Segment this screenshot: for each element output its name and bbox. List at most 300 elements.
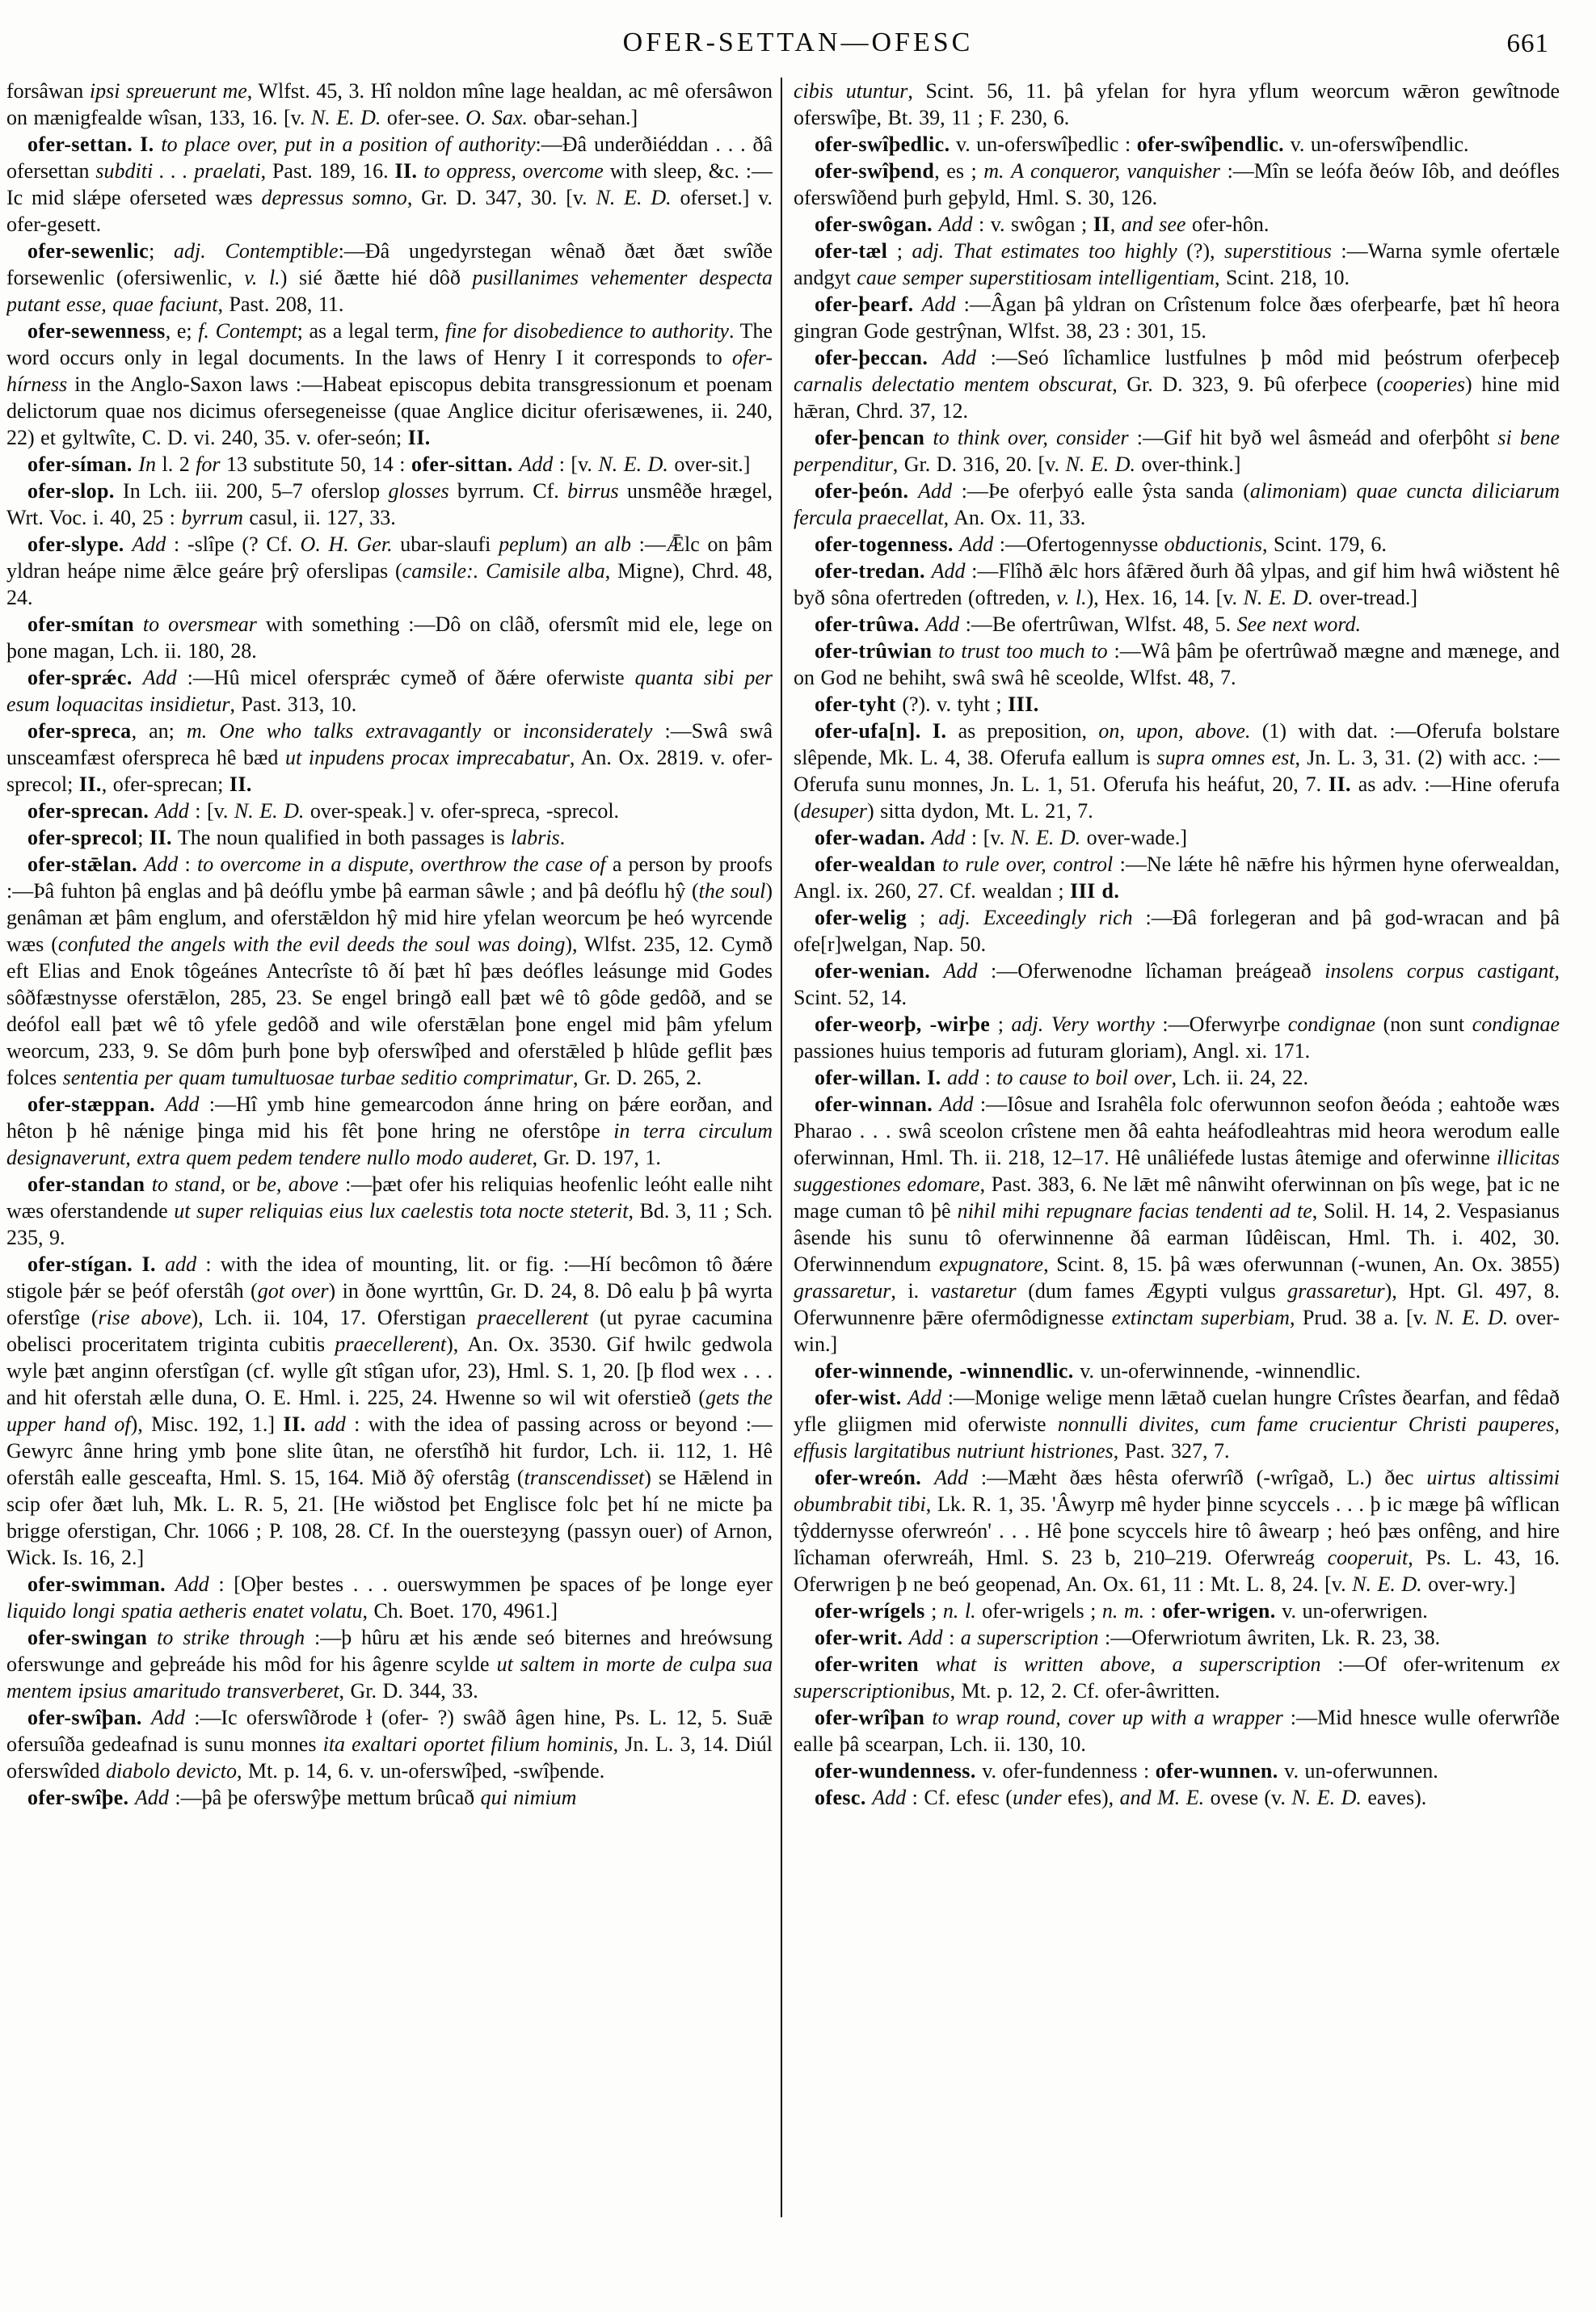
dictionary-entry	[794, 211, 1560, 238]
text-run: :—þâ þe oferswŷþe mettum brûcað	[168, 1786, 481, 1809]
text-run: : [v.	[188, 799, 234, 823]
text-run	[142, 1706, 151, 1729]
dictionary-entry	[794, 611, 1560, 638]
dictionary-entry	[6, 611, 773, 664]
text-run: :—þ hûru æt his ænde seó biternes and hreówsung oferswunge and geþreáde his môd for his âgenre scylde	[6, 1626, 773, 1676]
text-run: illicitas suggestiones edomare	[794, 1146, 1560, 1196]
text-run: adj.	[938, 906, 971, 929]
text-run: : v. swôgan ;	[972, 213, 1093, 236]
dictionary-entry	[794, 1624, 1560, 1651]
headword: ofer-swingan	[27, 1626, 148, 1649]
dictionary-entry	[6, 238, 773, 318]
text-run: ), Wlfst. 235, 12. Cymð eft Elias and Enok tôgeánes Antecrîste tô ðí þæt hî þæs deófles leásunge mid Godes sôðfæstnysse oferstǣlon, 285, 23. Se engel bringð eall þæt wê tô gôde gedôð, and se deófol eall þæt wê tô yfele gedôð and wile oferstǣlan þone engel mid þâm yfelum weorcum, 233, 9. Se dôm þurh þone byþ oferswîþed and oferstǣled þ hlûde geflit þæs folces	[6, 932, 773, 1089]
text-run: quae cuncta diliciarum fercula praecellat	[794, 479, 1560, 529]
dictionary-entry	[794, 718, 1560, 824]
text-run: ) hine mid hǣran, Chrd. 37, 12.	[794, 373, 1560, 423]
dictionary-entry	[6, 78, 773, 131]
headword: ofer-swîþend	[815, 159, 935, 183]
text-run: :—Swâ swâ unsceamfæst oferspreca hê bæd	[6, 719, 773, 769]
text-run: quanta sibi per esum loquacitas insidietur	[6, 666, 773, 716]
text-run: over-tread.]	[1313, 586, 1418, 609]
headword: ofer-sprecan.	[27, 799, 149, 823]
text-run: :—Of ofer-writenum	[1320, 1652, 1541, 1676]
text-run: l.	[964, 1599, 976, 1623]
text-run	[971, 906, 983, 929]
text-run: Add	[872, 1786, 907, 1809]
text-run: : [v.	[965, 826, 1011, 849]
text-run: gets the upper hand of	[6, 1386, 773, 1436]
headword: ofer-slop.	[27, 479, 115, 503]
headword: II.	[283, 1412, 306, 1436]
text-run	[924, 426, 933, 449]
dictionary-entry	[794, 851, 1560, 904]
text-run: Add	[154, 799, 189, 823]
text-run: , an;	[131, 719, 187, 743]
text-run: ut inpudens procax imprecabatur	[285, 746, 570, 769]
text-run: subditi . . . praelati	[95, 159, 261, 183]
text-run: :—Monige welige menn lǣtað cuelan hungre Crîstes ðearfan, and fêdað yfle gliigmen mid oferwiste	[794, 1386, 1560, 1436]
headword: III.	[1008, 692, 1039, 716]
dictionary-entry	[6, 664, 773, 718]
text-run: :—Gif hit byð wel âsmeád and oferþôht	[1128, 426, 1498, 449]
headword: ofer-swîþendlic.	[1136, 133, 1285, 156]
text-run: , Past. 383, 6. Ne lǣt mê nânwiht oferwinnan on þîs wege, þat ic ne mage cuman tô þê	[794, 1172, 1560, 1223]
text-run: ), Misc. 192, 1.]	[130, 1412, 284, 1436]
text-run	[958, 1599, 965, 1623]
text-run: . The word occurs only in legal documents. In the laws of Henry I it corresponds to	[6, 319, 773, 369]
text-run: Add	[931, 826, 966, 849]
text-run: Add	[165, 1092, 200, 1116]
text-run: confuted the angels with the evil deeds the soul was doing	[57, 932, 566, 956]
headword: ofer-spreca	[27, 719, 132, 743]
text-run: , An. Ox. 2819. v. ofer-sprecol;	[6, 746, 773, 796]
text-run	[919, 1652, 936, 1676]
text-run: :—Mîn se leófa ðeów Iôb, and deófles oferswîðend þurh geþyld, Hml. S. 30, 126.	[794, 159, 1560, 209]
headword: II.	[78, 772, 102, 796]
text-run: a superscription	[960, 1626, 1099, 1649]
text-run: : [v.	[553, 453, 599, 476]
text-run: (?). v. tyht ;	[895, 692, 1009, 716]
dictionary-entry	[794, 238, 1560, 291]
text-run: a person by proofs :—Þâ fuhton þâ englas and þâ deóflu ymbe þâ earman sâwle ; and þâ deóflu hŷ (	[6, 852, 773, 903]
text-run: condignae	[1472, 1012, 1560, 1036]
text-run: m.	[186, 719, 208, 743]
text-run: diabolo devicto	[106, 1759, 238, 1783]
text-run: camsile:. Camisile alba	[402, 559, 605, 583]
text-run: over-think.]	[1135, 453, 1241, 476]
text-run: over-speak.] v. ofer-spreca, -sprecol.	[304, 799, 620, 823]
dictionary-entry	[6, 1704, 773, 1784]
text-run: (1) with dat. :—Oferufa bolstare slêpende, Mk. L. 4, 38. Oferufa eallum is	[794, 719, 1560, 769]
text-run	[209, 319, 216, 343]
text-run: Add	[134, 1786, 169, 1809]
headword: ofesc.	[815, 1786, 866, 1809]
headword: ofer-weorþ, -wirþe	[815, 1012, 991, 1036]
headword: ofer-winnende, -winnendlic.	[815, 1359, 1074, 1383]
text-run: as adv. :—Hine oferufa (	[794, 772, 1560, 823]
text-run: Add	[934, 1466, 968, 1489]
text-run: :—Þe oferþyó ealle ŷsta sanda (	[951, 479, 1250, 503]
text-run: v. un-oferwrigen.	[1275, 1599, 1428, 1623]
text-run: See next word.	[1236, 612, 1362, 636]
headword: I.	[141, 1252, 156, 1276]
headword: ofer-swîþe.	[27, 1786, 129, 1809]
headword: ofer-trûwian	[815, 639, 933, 663]
text-run: : -slîpe (? Cf.	[166, 532, 301, 556]
headword: ofer-sittan.	[411, 453, 513, 476]
text-run: v. un-oferwunnen.	[1278, 1759, 1438, 1783]
dictionary-entry	[6, 1251, 773, 1571]
headword: ofer-sprecol	[27, 826, 138, 849]
text-run: cooperuit	[1327, 1546, 1409, 1569]
text-run: , Mt. p. 14, 6. v. un-oferswîþed, -swîþende.	[237, 1759, 605, 1783]
text-run: , es ;	[934, 159, 984, 183]
headword: II.	[1328, 772, 1351, 796]
text-run: :—Ðâ forlegeran and þâ god-wracan and þâ ofe[r]welgan, Nap. 50.	[794, 906, 1560, 956]
text-run: (non sunt	[1375, 1012, 1472, 1036]
text-run: insolens corpus castigant	[1324, 959, 1555, 983]
text-run: (ut pyrae cacumina obelisci proceritatem triginta cubitis	[6, 1306, 773, 1356]
text-run: v. ofer-fundenness :	[975, 1759, 1156, 1783]
dictionary-body	[6, 78, 1587, 2227]
dictionary-entry	[794, 1064, 1560, 1091]
text-run	[1043, 1012, 1051, 1036]
headword: ofer-writ.	[815, 1626, 903, 1649]
text-run: A conqueror, vanquisher	[1011, 159, 1221, 183]
headword: ofer-sprǽc.	[27, 666, 133, 689]
text-run: ex superscriptionibus	[794, 1652, 1560, 1703]
text-run: n. m.	[1101, 1599, 1145, 1623]
headword: ofer-stæppan.	[27, 1092, 156, 1116]
text-run	[133, 1252, 141, 1276]
text-run: :—Mid hnesce wulle oferwrîðe ealle þâ scearpan, Lch. ii. 130, 10.	[794, 1706, 1560, 1756]
text-run: ofer-wrigels ;	[975, 1599, 1102, 1623]
text-run: , or	[220, 1172, 257, 1196]
text-run: Add	[943, 959, 978, 983]
text-run	[128, 1786, 135, 1809]
text-run: N. E. D.	[1243, 586, 1314, 609]
text-run: :	[178, 852, 197, 876]
headword: ofer-wundenness.	[815, 1759, 976, 1783]
headword: I.	[140, 133, 154, 156]
text-run: desuper	[800, 799, 867, 823]
text-run: byrrum. Cf.	[448, 479, 568, 503]
text-run: :	[942, 1626, 961, 1649]
text-run: Very worthy	[1051, 1012, 1155, 1036]
text-run: Add	[939, 1092, 974, 1116]
text-run: ;	[137, 826, 149, 849]
text-run: m.	[983, 159, 1004, 183]
dictionary-entry	[6, 131, 773, 238]
headword: ofer-trûwa.	[815, 612, 920, 636]
text-run: Add	[941, 346, 976, 369]
text-run: grassaretur	[794, 1279, 891, 1303]
headword: I.	[932, 719, 947, 743]
text-run: Add	[142, 666, 177, 689]
text-run: ipsi spreuerunt me	[89, 79, 247, 103]
text-run: add	[947, 1066, 979, 1089]
text-run: superstitious	[1223, 239, 1332, 263]
text-run: fine for disobedience to authority	[444, 319, 729, 343]
text-run: n.	[942, 1599, 959, 1623]
text-run: ut saltem in morte de culpa sua mentem ipsius amaritudo transverberet	[6, 1652, 773, 1703]
text-run: : Cf. efesc (	[906, 1786, 1013, 1809]
headword: ofer-wreón.	[815, 1466, 922, 1489]
dictionary-entry	[6, 318, 773, 451]
text-run: Add	[918, 479, 952, 503]
headword: ofer-swôgan.	[815, 213, 933, 236]
headword: ofer-smítan	[27, 612, 134, 636]
text-run	[207, 719, 219, 743]
text-run: : with the idea of mounting, lit. or fig. :—Hí becômon tô ðǽre stigole þǽr se þeóf oferstâh (	[6, 1252, 773, 1303]
text-run: N. E. D.	[1434, 1306, 1509, 1329]
text-run: oƀar-sehan.]	[527, 106, 638, 129]
dictionary-entry	[6, 478, 773, 531]
text-run: ) in ðone wyrttûn, Gr. D. 24, 8. Dô ealu þ þâ wyrta oferstîge (	[6, 1279, 773, 1329]
text-run: ;	[924, 1599, 943, 1623]
text-run	[925, 559, 932, 583]
dictionary-entry	[794, 638, 1560, 691]
text-run: to overcome in a dispute, overthrow the case of	[196, 852, 606, 876]
text-run: , Scint. 218, 10.	[1215, 266, 1350, 289]
text-run: ;	[907, 906, 939, 929]
text-run: , Past. 208, 11.	[217, 293, 344, 316]
headword: ofer-swîþan.	[27, 1706, 142, 1729]
text-run: birrus	[567, 479, 619, 503]
headword: ofer-willan.	[815, 1066, 921, 1089]
headword: ofer-winnan.	[815, 1092, 933, 1116]
headword: ofer-swimman.	[27, 1572, 166, 1596]
headword: II.	[149, 826, 172, 849]
headword: ofer-þearf.	[815, 293, 914, 316]
text-run: oferset.] v. ofer-gesett.	[6, 186, 773, 236]
text-run: , Jn. L. 3, 14. Diúl oferswîded	[6, 1732, 773, 1783]
text-run: cibis utuntur	[794, 79, 908, 103]
text-run: add	[314, 1412, 346, 1436]
text-run	[921, 719, 933, 743]
text-run	[933, 1092, 939, 1116]
dictionary-entry	[794, 824, 1560, 851]
text-run: to place over, put in a position of authority	[161, 133, 536, 156]
text-run	[1004, 159, 1012, 183]
headword: III d.	[1070, 879, 1120, 903]
text-run: :—Oferwenodne lîchaman þreágeað	[977, 959, 1325, 983]
headword: II.	[394, 159, 418, 183]
text-run	[914, 293, 922, 316]
text-run: 13 substitute 50, 14 :	[220, 453, 411, 476]
text-run: for	[196, 453, 221, 476]
text-run: , Past. 327, 7.	[1113, 1439, 1230, 1463]
text-run: :—Ǣlc on þâm yldran heápe nime ǣlce geáre þrŷ oferslipas (	[6, 532, 773, 583]
text-run: Add	[151, 1706, 185, 1729]
text-run: , Scint. 56, 11. þâ yfelan for hyra yflum weorcum wǣron gewîtnode oferswîþe, Bt. 39, 11 ; F. 230, 6.	[794, 79, 1560, 129]
text-run: depressus somno	[261, 186, 407, 209]
headword: ofer-wist.	[815, 1386, 902, 1409]
dictionary-entry	[6, 1171, 773, 1251]
text-run: ut super reliquias eius lux caelestis tota nocte steterit	[174, 1199, 629, 1223]
headword: ofer-standan	[27, 1172, 145, 1196]
headword: ofer-tredan.	[815, 559, 925, 583]
text-run	[124, 532, 133, 556]
text-run: Add	[925, 612, 960, 636]
text-run: to trust too much to	[938, 639, 1108, 663]
text-run: v. l.	[244, 266, 280, 289]
text-run: N. E. D.	[598, 453, 668, 476]
text-run: ), Hpt. Gl. 497, 8. Oferwunnenre þǣre ofermôdignesse	[794, 1279, 1560, 1329]
text-run: cooperies	[1383, 373, 1466, 396]
text-run: the soul	[698, 879, 766, 903]
headword: ofer-wenian.	[815, 959, 931, 983]
text-run: alimoniam	[1249, 479, 1341, 503]
text-run	[941, 1066, 948, 1089]
text-run: adj.	[1011, 1012, 1044, 1036]
text-run	[305, 1412, 314, 1436]
text-run: Exceedingly rich	[983, 906, 1133, 929]
text-run: to oversmear	[142, 612, 257, 636]
text-run: extinctam superbiam	[1111, 1306, 1290, 1329]
text-run: O. Sax.	[465, 106, 528, 129]
text-run: eaves).	[1361, 1786, 1427, 1809]
text-run: be, above	[256, 1172, 339, 1196]
dictionary-entry	[6, 531, 773, 611]
text-run: :—Hî ymb hine gemearcodon ánne hring on þǽre eorðan, and hêton þ hê nǽnige þinga mid his fêt þone hring ne oferstôpe	[6, 1092, 773, 1143]
text-run: )	[1340, 479, 1357, 503]
text-run: , Past. 189, 16.	[260, 159, 395, 183]
headword: II.	[229, 772, 252, 796]
text-run: Add	[931, 559, 966, 583]
headword: ofer-wadan.	[815, 826, 926, 849]
text-run: in the Anglo-Saxon laws :—Habeat episcopus debita transgressionum et poenam delictorum quae nos dicimus ofersegeneisse (quae Anglice dicitur oferisæwenes, ii. 240, 22) et gyltwîte, C. D. vi. 240, 35. v. ofer-seón;	[6, 373, 773, 449]
text-run: ubar-slaufi	[392, 532, 499, 556]
text-run: (dum fames Ægypti vulgus	[1016, 1279, 1288, 1303]
dictionary-entry	[794, 478, 1560, 531]
text-run: N. E. D.	[596, 186, 672, 209]
dictionary-entry	[794, 958, 1560, 1011]
headword: I.	[927, 1066, 941, 1089]
headword: ofer-sewenlic	[27, 239, 149, 263]
text-run: si bene perpenditur	[794, 426, 1560, 476]
dictionary-entry	[794, 1358, 1560, 1384]
headword: ofer-ufa[n].	[815, 719, 921, 743]
text-run: what is written above, a superscription	[935, 1652, 1321, 1676]
text-run: uirtus altissimi obumbrabit tibi	[794, 1466, 1560, 1516]
headword: ofer-þeón.	[815, 479, 909, 503]
text-run: , ofer-sprecan;	[101, 772, 230, 796]
text-run: The noun qualified in both passages is	[171, 826, 511, 849]
text-run	[134, 612, 143, 636]
text-run: v. l.	[1056, 586, 1087, 609]
headword: ofer-stígan.	[27, 1252, 133, 1276]
headword: II.	[407, 426, 431, 449]
dictionary-entry	[794, 558, 1560, 611]
text-run: to stand	[151, 1172, 221, 1196]
text-run: :—Ðâ underðiéddan . . . ðâ ofersettan	[6, 133, 773, 183]
text-run: inconsiderately	[523, 719, 653, 743]
text-run: Add	[519, 453, 554, 476]
text-run: nonnulli divites, cum fame crucientur Christi pauperes, effusis largitatibus nutriunt histriones	[794, 1412, 1560, 1463]
text-run: byrrum	[181, 506, 243, 529]
text-run	[933, 213, 939, 236]
text-run: , Jn. L. 3, 31. (2) with acc. :—Oferufa sunu monnes, Jn. L. 1, 51. Oferufa his heáfut, 20, 7.	[794, 746, 1560, 796]
text-run: , Lk. R. 1, 35. 'Âwyrp mê hyder þinne scyccels . . . þ ic mæge þâ wîflican tŷddernysse oferwreón' . . . Hê þone scyccels hire tô âwearp ; heó þæs onfêng, and hire lîchaman oferwreáh, Hml. S. 23 b, 210–219. Oferwreág	[794, 1492, 1560, 1569]
text-run	[155, 1092, 165, 1116]
text-run: expugnatore	[939, 1252, 1044, 1276]
text-run: over-sit.]	[667, 453, 751, 476]
text-run: , Gr. D. 344, 33.	[339, 1679, 478, 1703]
text-run: Add	[908, 1626, 943, 1649]
text-run: ) genâman æt þâm englum, and oferstǣldon hŷ mid hire yfelan weorcum þe heó wyrcende wæs (	[6, 879, 773, 956]
dictionary-entry	[794, 424, 1560, 478]
dictionary-entry	[794, 1464, 1560, 1597]
text-run: an alb	[575, 532, 631, 556]
text-run: ofer-hôn.	[1185, 213, 1270, 236]
text-run	[928, 346, 942, 369]
text-run: , Scint. 8, 15. þâ wæs oferwunnan (-wunen, An. Ox. 3855)	[1043, 1252, 1560, 1276]
text-run: :—Ðâ ungedyrstegan wênað ðæt ðæt swîðe forsewenlic (ofersiwenlic,	[6, 239, 773, 289]
text-run: O. H. Ger.	[300, 532, 393, 556]
text-run: f.	[198, 319, 209, 343]
text-run: , Gr. D. 197, 1.	[532, 1146, 661, 1169]
text-run: over-wade.]	[1080, 826, 1187, 849]
text-run: obductionis	[1164, 532, 1262, 556]
text-run: N. E. D.	[1010, 826, 1081, 849]
headword: ofer-settan.	[27, 133, 133, 156]
text-run: , Prud. 38 a. [v.	[1289, 1306, 1435, 1329]
text-run: N. E. D.	[1291, 1786, 1362, 1809]
text-run: :—Hû micel ofersprǽc cymeð of ðǽre oferwiste	[176, 666, 635, 689]
dictionary-entry	[794, 1384, 1560, 1464]
text-run: :—Oferwriotum âwriten, Lk. R. 23, 38.	[1098, 1626, 1441, 1649]
text-run: Contempt	[215, 319, 297, 343]
text-run: : with the idea of passing across or beyond :—Gewyrc ânne hring ymb þone slite ûtan, ne oferstîhð hit furdor, Lch. ii. 112, 1. Hê oferstâh ealle gesceafta, Hml. S. 15, 164. Mið ðŷ oferstâg (	[6, 1412, 773, 1489]
text-run	[133, 133, 140, 156]
text-run	[149, 799, 155, 823]
text-run: rise above	[98, 1306, 192, 1329]
text-run: , Bd. 3, 11 ; Sch. 235, 9.	[6, 1199, 773, 1249]
dictionary-entry	[794, 1597, 1560, 1624]
text-run: to rule over, control	[942, 852, 1114, 876]
text-run: , e;	[165, 319, 199, 343]
text-run: Add	[132, 532, 166, 556]
text-run: to think over, consider	[933, 426, 1129, 449]
text-run: vastaretur	[930, 1279, 1017, 1303]
text-run: , Wlfst. 45, 3. Hî noldon mîne lage healdan, ac mê ofersâwon on mænigfealde wîsan, 133, 16. [v.	[6, 79, 773, 129]
text-run: as preposition,	[946, 719, 1099, 743]
text-run: grassaretur	[1287, 1279, 1385, 1303]
headword: ofer-sewenness	[27, 319, 166, 343]
text-run: glosses	[388, 479, 449, 503]
text-run: forsâwan	[6, 79, 90, 103]
text-run: , Gr. D. 347, 30. [v.	[406, 186, 596, 209]
dictionary-entry	[6, 1624, 773, 1704]
dictionary-entry	[794, 904, 1560, 958]
text-run: , Migne), Chrd. 48, 24.	[6, 559, 773, 609]
text-run: to oppress, overcome	[423, 159, 604, 183]
headword: ofer-þeccan.	[815, 346, 929, 369]
text-run: , Mt. p. 12, 2. Cf. ofer-âwritten.	[950, 1679, 1220, 1703]
text-run: :—Mæht ðæs hêsta oferwrîð (-wrîgað, L.) ðec	[967, 1466, 1427, 1489]
text-run: , Gr. D. 265, 2.	[573, 1066, 702, 1089]
dictionary-entry	[794, 691, 1560, 718]
text-run: with something :—Dô on clâð, ofersmît mid ele, lege on þone magan, Lch. ii. 180, 28.	[6, 612, 773, 663]
text-run: Contemptible	[225, 239, 339, 263]
running-title: OFER-SETTAN—OFESC	[622, 27, 974, 57]
text-run: passiones huius temporis ad futuram gloriam), Angl. xi. 171.	[794, 1039, 1311, 1063]
text-run	[166, 1572, 175, 1596]
text-run: ) se Hǣlend in scip ofer ðæt luh, Mk. L. R. 5, 21. [He wiðstod þet Englisce folc þet hí ne micte þa brigge oferstigan, Chr. 1066 ; P. 108, 28. Cf. In the ouersteȝyng (passyn ouer) of Arnon, Wick. Is. 16, 2.]	[6, 1466, 773, 1569]
text-run: :—Wâ þâm þe ofertrûwað mægne and mænege, and on God ne behiht, swâ swâ hê sceolde, Wlfst. 48, 7.	[794, 639, 1560, 689]
text-run: adj.	[912, 239, 945, 263]
